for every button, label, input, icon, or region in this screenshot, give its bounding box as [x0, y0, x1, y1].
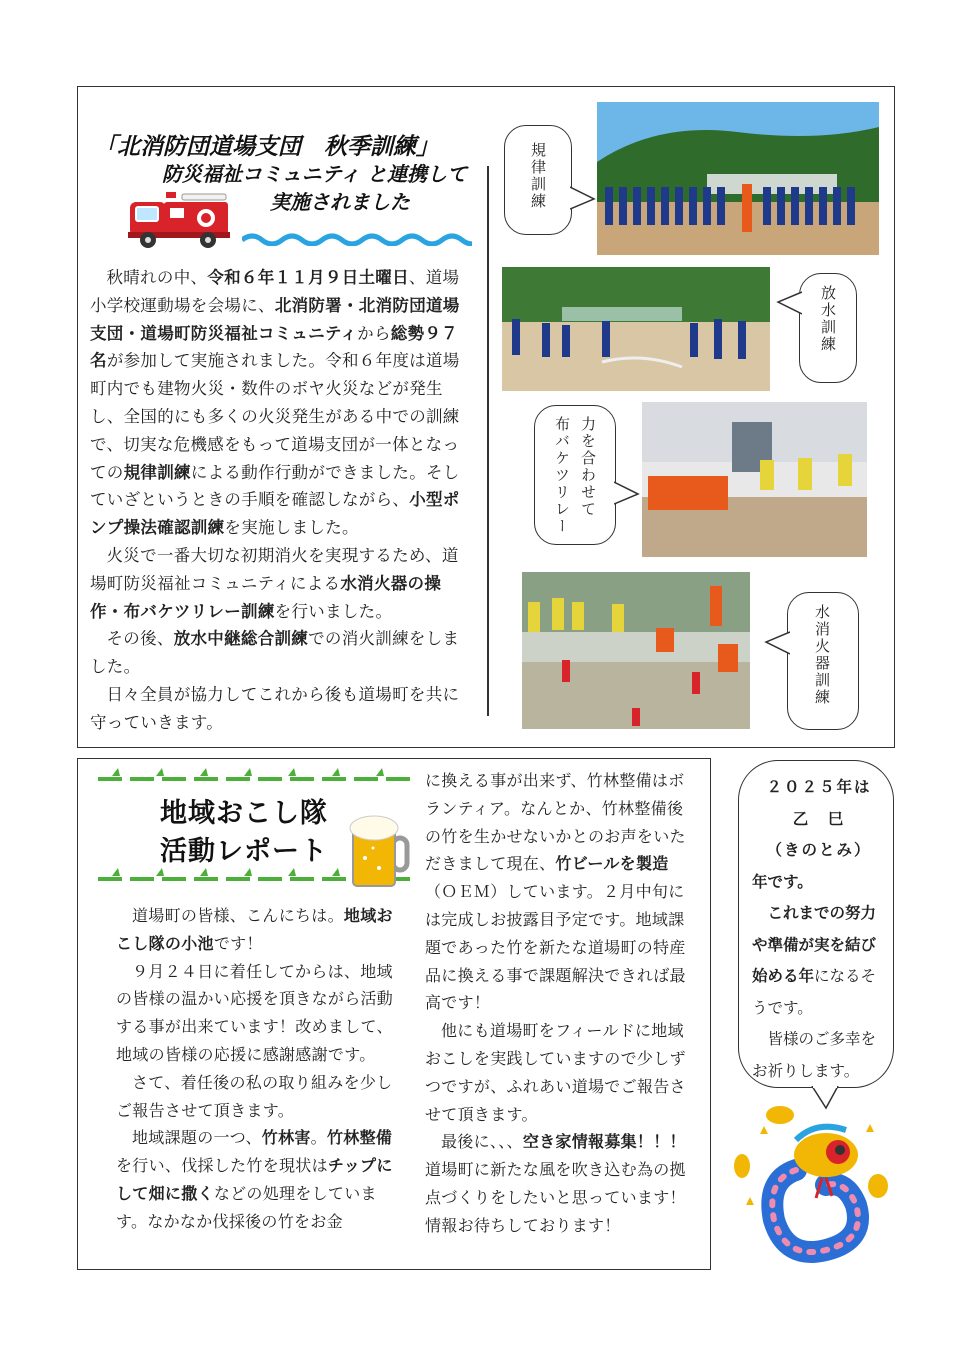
text: などの処理をしています。なかなか伐採後の竹をお金 — [116, 1183, 377, 1231]
text: に換える事が出来ず、竹林整備はボランティア。なんとか、竹林整備後の竹を生かせないかとのお声をいただきまして現在、 — [425, 771, 686, 874]
beer-mug-icon — [345, 808, 411, 890]
paragraph — [116, 958, 396, 1069]
bubble-tail — [776, 290, 802, 316]
paragraph — [90, 625, 472, 681]
text: を行い、伐採した竹を現状は — [116, 1156, 328, 1176]
text: 秋晴れの中、 — [106, 268, 208, 287]
article-title: 「北消防団道場支団 秋季訓練」 — [94, 133, 439, 160]
photo-bucket-relay — [642, 402, 867, 557]
text: による動作行動ができました。そしていざというときの手順を確認しながら、 — [90, 462, 460, 510]
section-title — [160, 795, 328, 871]
text: その後、 — [106, 629, 174, 649]
report-body-left — [116, 902, 396, 1236]
section-title-line1: 地域おこし隊 — [160, 798, 328, 829]
bold-text: 竹林整備 — [326, 1128, 393, 1148]
text: から — [357, 323, 391, 343]
text: さて、着任後の私の取り組みを少しご報告させて頂きます。 — [116, 1072, 393, 1120]
eto-line: 乙 巳 — [792, 809, 846, 828]
caption-bucket-line2: 布バケツリレー — [553, 416, 571, 535]
snake-icon — [726, 1100, 894, 1265]
caption-kiritsu: 規律訓練 — [529, 142, 547, 210]
article-subtitle-line1: 防災福祉コミュニティ と連携して — [162, 162, 467, 186]
message-wish: 皆様のご多幸をお祈りします。 — [752, 1030, 877, 1080]
report-body-right — [425, 767, 689, 1240]
bold-text: 放水中継総合訓練 — [173, 629, 309, 649]
eto-reading: （きのとみ） — [766, 841, 872, 859]
year-line: ２０２５年は — [766, 778, 872, 796]
bold-text: 竹ビールを製造 — [555, 854, 669, 874]
bamboo-decoration-top — [98, 766, 410, 786]
fire-truck-icon — [126, 190, 232, 250]
text: 、道場小学校運動場を会場に、 — [90, 268, 460, 315]
text: 日々全員が協力してこれから後も道場町を共に守っていきます。 — [90, 684, 460, 732]
message-pre: これまでの努力や準備が実を — [752, 904, 877, 954]
text: 。 — [310, 1128, 327, 1148]
bubble-tail — [764, 630, 790, 656]
bold-text: 小型ポンプ操法確認訓練 — [90, 490, 460, 538]
paragraph — [116, 1069, 396, 1125]
text: （ＯＥＭ）しています。２月中旬には完成しお披露目予定です。地域課題であった竹を新たな道場町の特産品に換える事で課題解決できれば最高です！ — [425, 882, 686, 1013]
bold-text: 竹林害 — [261, 1128, 311, 1148]
text: 地域課題の一つ、 — [132, 1128, 262, 1148]
text: 道場町に新たな風を吹き込む為の拠点づくりをしたいと思っています！情報お待ちしております！ — [425, 1160, 686, 1235]
year-suffix: 年です。 — [752, 872, 813, 891]
bubble-tail — [614, 480, 640, 506]
caption-bucket-line1: 力を合わせて — [579, 416, 597, 518]
text: が参加して実施されました。令和６年度は道場町内でも建物火災・数件のボヤ火災などが発生し、全国的にも多くの火災発生がある中での訓練で、切実な危機感をもって道場支団が一体となっての — [90, 351, 460, 482]
text: 他にも道場町をフィールドに地域おこしを実践していますので少しずつですが、ふれあい道場でご報告させて頂きます。 — [425, 1021, 686, 1124]
message-post: になるそうです。 — [752, 967, 877, 1017]
text: での消火訓練をしました。 — [90, 629, 460, 677]
paragraph — [425, 767, 689, 1017]
photo-mizu-shokaki — [522, 572, 750, 729]
paragraph — [425, 1017, 689, 1128]
bubble-tail — [570, 185, 596, 211]
bold-text: 空き家情報募集！！！ — [522, 1132, 686, 1152]
paragraph — [90, 542, 472, 625]
text: を行いました。 — [274, 601, 393, 621]
column-divider — [487, 166, 489, 716]
text: ９月２４日に着任してからは、地域の皆様の温かい応援を頂きながら活動する事が出来ています！改めまして、地域の皆様の応援に感謝感謝です。 — [116, 961, 394, 1064]
section-title-line2: 活動レポート — [160, 836, 328, 867]
caption-mizu: 水消火器訓練 — [813, 604, 831, 706]
speech-bubble-bucket — [534, 405, 616, 545]
message-bold: 結び始める年 — [752, 935, 877, 985]
text: を実施しました。 — [224, 518, 359, 538]
text: 火災で一番大切な初期消火を実現するため、道場町防災福祉コミュニティによる — [90, 545, 459, 593]
paragraph — [425, 1128, 689, 1239]
text: 最後に、、、 — [441, 1132, 523, 1152]
bold-text: 令和６年１１月９日土曜日 — [207, 268, 409, 287]
bold-text: 水消火器の操作・布バケツリレー訓練 — [90, 573, 442, 621]
photo-housui-training — [502, 267, 770, 391]
article-subtitle-line2: 実施されました — [270, 190, 410, 214]
new-year-message — [752, 772, 886, 1087]
bold-text: 地域おこし隊の小池 — [116, 906, 393, 953]
caption-housui: 放水訓練 — [819, 285, 837, 353]
bold-text: 規律訓練 — [123, 462, 191, 482]
bold-text: 北消防署・北消防団道場支団・道場町防災福祉コミュニティ — [90, 295, 460, 343]
text: 道場町の皆様、こんにちは。 — [132, 906, 344, 925]
photo-kiritsu-training — [597, 102, 879, 255]
paragraph — [116, 1124, 396, 1235]
wave-decoration — [242, 230, 472, 246]
paragraph — [90, 681, 472, 737]
paragraph — [90, 264, 472, 542]
text: です！ — [213, 933, 263, 953]
paragraph — [116, 902, 396, 958]
bold-text: チップにして畑に撒く — [116, 1156, 393, 1203]
bold-text: 総勢９７名 — [90, 323, 458, 371]
article-body — [90, 264, 472, 737]
